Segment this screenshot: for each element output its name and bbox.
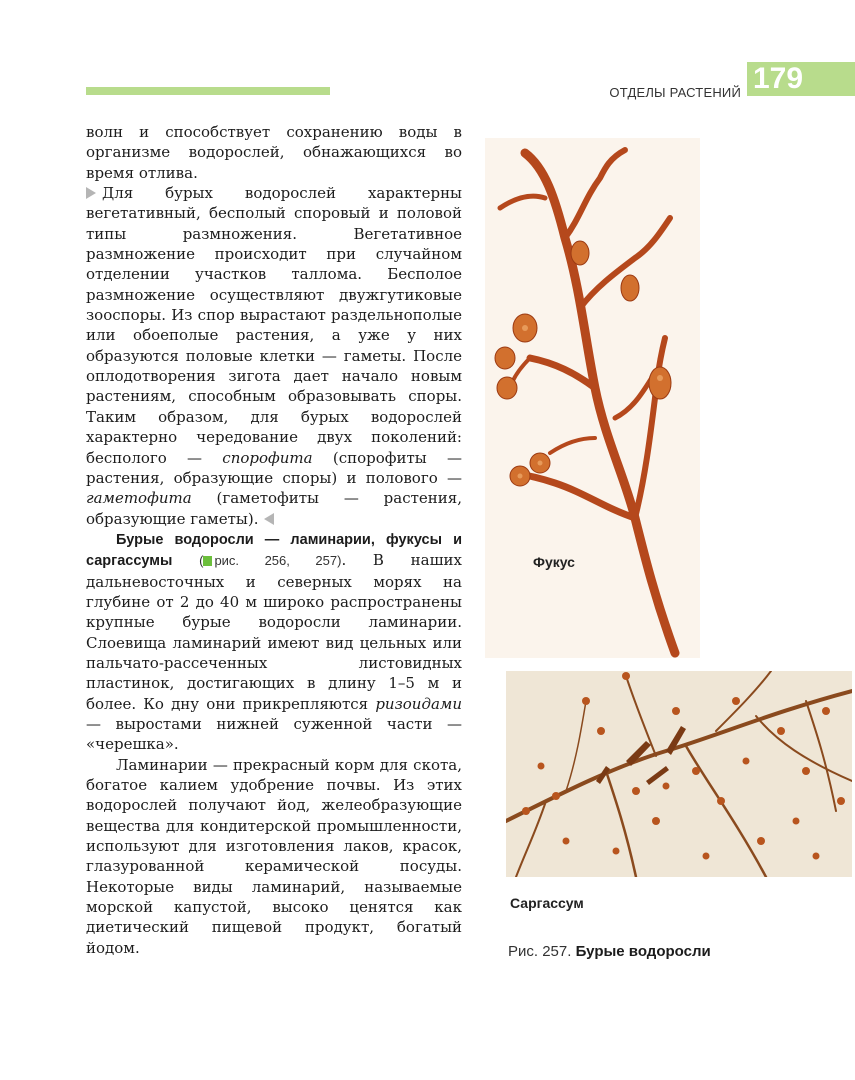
figure-caption: Рис. 257. Бурые водоросли	[508, 943, 711, 960]
figure-ref-square-icon	[203, 556, 212, 566]
sargassum-photo	[506, 671, 852, 877]
running-header: ОТДЕЛЫ РАСТЕНИЙ	[609, 85, 741, 100]
term-gametophyte: гаметофита	[86, 489, 192, 508]
paragraph-1: волн и способствует сохранению воды в организме водорослей, обнажающихся во время отлива.	[86, 123, 462, 182]
figure-reference[interactable]: ( рис. 256, 257)	[199, 553, 342, 569]
paragraph-3: Бурые водоросли — ламинарии, фукусы и саргассумы ( рис. 256, 257). В наших дальневосточных и северных морях на глубине от 2 до 40 м широко распространены крупные бурые водоросли ламинарии. Слоевища ламинарий имеют вид цельных или пальчато-рассеченных листовидных пластинок, достигающих в длину 1–5 м и более. Ко дну они прикрепляются ризоидами — выростами нижней суженной части — «черешка».	[86, 531, 462, 754]
paragraph-4: Ламинарии — прекрасный корм для скота, богатое калием удобрение почвы. Из этих водорослей получают йод, желеобразующие вещества для кондитерской промышленности, используют для изготовления лаков, красок, глазурованной керамической посуды. Некоторые виды ламинарий, называемые морской капустой, высоко ценятся как диетический пищевой продукт, богатый йодом.	[86, 755, 462, 957]
header-accent-bar	[86, 87, 330, 95]
section-end-marker-icon	[264, 513, 274, 525]
fucus-illustration	[485, 138, 700, 658]
figure-caption-title: Бурые водоросли	[575, 943, 711, 960]
term-sporophyte: спорофита	[222, 448, 313, 467]
label-sargassum: Саргассум	[510, 895, 584, 911]
label-fucus: Фукус	[533, 554, 575, 570]
paragraph-heading: Бурые водоросли — ламинарии, фукусы и саргассумы	[86, 531, 462, 570]
page-number: 179	[747, 62, 855, 96]
main-text-column	[86, 122, 462, 958]
paragraph-2: Для бурых водорослей характерны вегетативный, бесполый споровый и половой типы размножения. Вегетативное размножение происходит при случайном отделении участков таллома. Бесполое размножение осуществляют двужгутиковые зооспоры. Из спор вырастают раздельнополые или обоеполые растения, а уже у них образуются половые клетки — гаметы. После оплодотворения зигота дает начало новым растениям, способным образовывать споры. Таким образом, для бурых водорослей характерно чередование двух поколений: бесполого — спорофита (спорофиты — растения, образующие споры) и полового — гаметофита (гаметофиты — растения, образующие гаметы).	[86, 184, 462, 528]
term-rhizoids: ризоидами	[375, 694, 462, 713]
section-start-marker-icon	[86, 187, 96, 199]
